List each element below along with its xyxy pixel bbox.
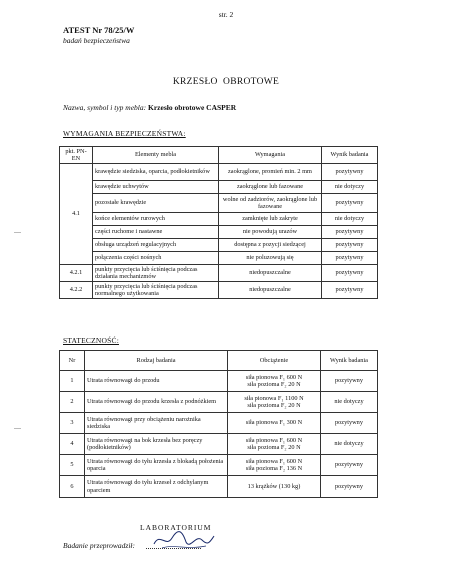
requirement-cell: zamknięte lub zakryte xyxy=(219,213,322,226)
document-title: KRZESŁO OBROTOWE xyxy=(172,77,280,87)
nr-cell: 2 xyxy=(60,392,85,413)
load-line: siła pionowa F₁ 300 N xyxy=(245,419,303,427)
nr-cell: 4 xyxy=(60,434,85,455)
test-cell: Utrata równowagi przy obciążeniu narożnika siedziska xyxy=(85,413,228,434)
result-cell: pozytywny xyxy=(322,265,378,282)
requirement-cell: niedopuszczalne xyxy=(219,282,322,299)
element-cell: końce elementów rurowych xyxy=(93,213,219,226)
element-cell: punkty przycięcia lub ściśnięcia podczas działania mechanizmów xyxy=(93,265,219,282)
product-name-line xyxy=(63,103,236,112)
load-line: siła pionowa F₁ 600 N xyxy=(245,457,303,465)
result-cell: nie dotyczy xyxy=(322,213,378,226)
table-row xyxy=(60,164,378,181)
result-cell: pozytywny xyxy=(322,164,378,181)
product-name-label: Nazwa, symbol i typ mebla: xyxy=(63,103,147,112)
load-cell xyxy=(228,371,321,392)
column-header: Rodzaj badania xyxy=(85,351,228,371)
result-cell: nie dotyczy xyxy=(322,181,378,194)
table-row xyxy=(60,282,378,299)
column-header: Nr xyxy=(60,351,85,371)
safety-heading: WYMAGANIA BEZPIECZEŃSTWA: xyxy=(63,129,186,138)
table-row xyxy=(60,476,378,498)
signature-label: Badanie przeprowadził: xyxy=(63,541,136,550)
table-row xyxy=(60,413,378,434)
pkt-cell: 4.2.1 xyxy=(60,265,93,282)
load-line: 13 krążków (130 kg) xyxy=(247,482,301,490)
element-cell: punkty przycięcia lub ściśnięcia podczas normalnego użytkowania xyxy=(93,282,219,299)
requirement-cell: nie powodują urazów xyxy=(219,226,322,239)
table-row xyxy=(60,455,378,476)
load-line: siła pozioma F₂ 20 N xyxy=(247,444,301,451)
load-line: siła pozioma F₂ 136 N xyxy=(245,465,303,472)
column-header: Wymagania xyxy=(219,147,322,164)
result-cell: pozytywny xyxy=(321,455,378,476)
test-cell: Utrata równowagi do przodu krzesła z podnóżkiem xyxy=(85,392,228,413)
element-cell: części ruchome i nastawne xyxy=(93,226,219,239)
test-cell: Utrata równowagi do tyłu krzeseł z odchylanym oparciem xyxy=(85,476,228,498)
nr-cell: 3 xyxy=(60,413,85,434)
table-row xyxy=(60,371,378,392)
atest-number: ATEST Nr 78/25/W xyxy=(63,25,135,35)
table-row xyxy=(60,265,378,282)
result-cell: pozytywny xyxy=(322,239,378,252)
stability-heading: STATECZNOŚĆ: xyxy=(63,336,119,345)
column-header: Wynik badania xyxy=(322,147,378,164)
requirement-cell: niedopuszczalne xyxy=(219,265,322,282)
nr-cell: 6 xyxy=(60,476,85,498)
load-cell xyxy=(228,413,321,434)
nr-cell: 1 xyxy=(60,371,85,392)
handwritten-signature xyxy=(148,520,218,554)
table-row xyxy=(60,434,378,455)
result-cell: pozytywny xyxy=(321,476,378,498)
column-header: Wynik badania xyxy=(321,351,378,371)
element-cell: krawędzie siedziska, oparcia, podłokietników xyxy=(93,164,219,181)
test-cell: Utrata równowagi do przodu xyxy=(85,371,228,392)
table-row xyxy=(60,252,378,265)
result-cell: pozytywny xyxy=(322,252,378,265)
load-line: siła pionowa F₁ 600 N xyxy=(245,373,303,381)
table-row xyxy=(60,181,378,194)
column-header: Obciążenie xyxy=(228,351,321,371)
table-row xyxy=(60,226,378,239)
laboratory-stamp-text: LABORATORIUM xyxy=(140,523,212,532)
load-line: siła pozioma F₂ 20 N xyxy=(247,381,301,388)
result-cell: pozytywny xyxy=(322,226,378,239)
column-header: Elementy mebla xyxy=(93,147,219,164)
table-row xyxy=(60,239,378,252)
load-cell xyxy=(228,455,321,476)
element-cell: krawędzie uchwytów xyxy=(93,181,219,194)
page-number: str. 2 xyxy=(218,10,234,19)
punch-mark xyxy=(14,428,21,429)
atest-subtitle: badań bezpieczeństwa xyxy=(63,36,130,45)
element-cell: obsługa urządzeń regulacyjnych xyxy=(93,239,219,252)
load-cell xyxy=(228,476,321,498)
result-cell: pozytywny xyxy=(321,413,378,434)
element-cell: połączenia części nośnych xyxy=(93,252,219,265)
pkt-cell: 4.1 xyxy=(60,164,93,265)
load-line: siła pionowa F₁ 600 N xyxy=(245,436,303,444)
result-cell: nie dotyczy xyxy=(321,392,378,413)
element-cell: pozostałe krawędzie xyxy=(93,194,219,213)
stability-table xyxy=(59,350,378,498)
pkt-cell: 4.2.2 xyxy=(60,282,93,299)
requirement-cell: zaokrąglone, promień min. 2 mm xyxy=(219,164,322,181)
requirement-cell: nie poluzowują się xyxy=(219,252,322,265)
nr-cell: 5 xyxy=(60,455,85,476)
result-cell: nie dotyczy xyxy=(321,434,378,455)
load-cell xyxy=(228,434,321,455)
test-cell: Utrata równowagi do tyłu krzesła z blokadą położenia oparcia xyxy=(85,455,228,476)
load-line: siła pozioma F₂ 20 N xyxy=(247,402,301,409)
requirement-cell: dostępna z pozycji siedzącej xyxy=(219,239,322,252)
punch-mark xyxy=(14,232,21,233)
result-cell: pozytywny xyxy=(322,282,378,299)
result-cell: pozytywny xyxy=(321,371,378,392)
requirement-cell: zaokrąglone lub fazowane xyxy=(219,181,322,194)
table-row xyxy=(60,213,378,226)
load-cell xyxy=(228,392,321,413)
load-line: siła pionowa F₁ 1100 N xyxy=(244,394,304,402)
column-header: pkt. PN-EN xyxy=(60,147,93,164)
test-cell: Utrata równowagi na bok krzesła bez poręczy (podłokietników) xyxy=(85,434,228,455)
product-name-value: Krzesło obrotowe CASPER xyxy=(148,103,237,112)
requirement-cell: wolne od zadziorów, zaokrąglone lub fazowane xyxy=(219,194,322,213)
table-row xyxy=(60,392,378,413)
table-row xyxy=(60,194,378,213)
safety-table xyxy=(59,146,378,299)
result-cell: pozytywny xyxy=(322,194,378,213)
